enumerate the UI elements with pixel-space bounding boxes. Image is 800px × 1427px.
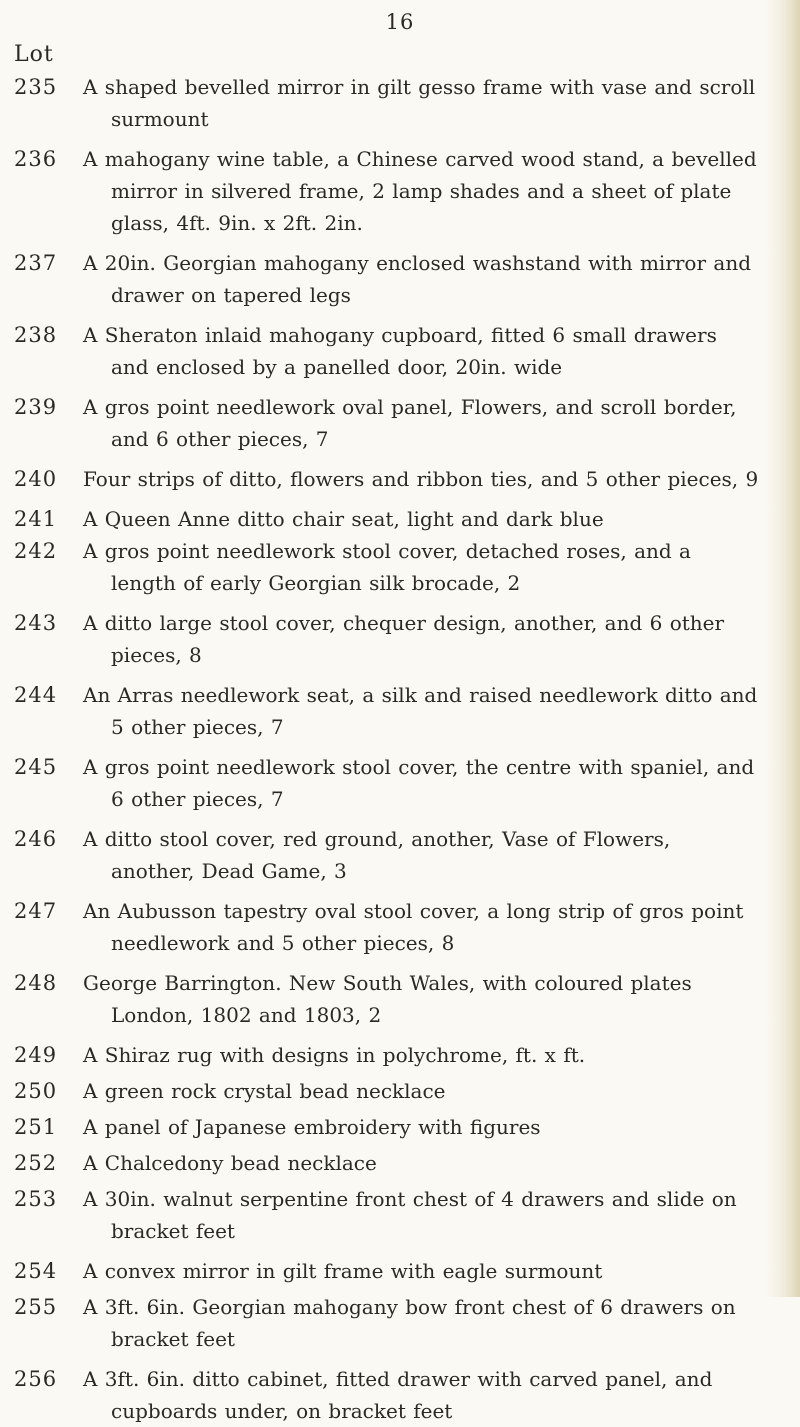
lot-description: A 20in. Georgian mahogany enclosed washstand with mirror and drawer on tapered legs [83,251,751,307]
lot-description: A 3ft. 6in. Georgian mahogany bow front chest of 6 drawers on bracket feet [83,1295,736,1351]
lot-description: A gros point needlework stool cover, detached roses, and a length of early Georgian silk brocade, 2 [83,539,691,595]
lot-column-header: Lot [14,42,54,67]
lot-entry [14,1039,759,1071]
lot-description: A mahogany wine table, a Chinese carved wood stand, a bevelled mirror in silvered frame, 2 lamp shades and a sheet of plate glass, 4ft. 9in. x 2ft. 2in. [83,147,757,235]
lot-description: A shaped bevelled mirror in gilt gesso frame with vase and scroll surmount [83,75,756,131]
lot-entry [14,607,759,671]
page-number: 16 [385,10,415,34]
lot-entry [14,1363,759,1427]
lot-description: A Shiraz rug with designs in polychrome, ft. x ft. [83,1043,586,1067]
lot-description: A 30in. walnut serpentine front chest of 4 drawers and slide on bracket feet [83,1187,737,1243]
lot-description: A panel of Japanese embroidery with figures [83,1115,541,1139]
lot-description: A gros point needlework stool cover, the centre with spaniel, and 6 other pieces, 7 [83,755,755,811]
lot-description: A green rock crystal bead necklace [83,1079,446,1103]
lot-number: 246 [14,827,58,851]
lot-number: 237 [14,251,58,275]
lot-entry [14,1075,759,1107]
lot-description: A ditto large stool cover, chequer design, another, and 6 other pieces, 8 [83,611,725,667]
lot-entry [14,247,759,311]
lot-number: 253 [14,1187,58,1211]
lot-entry [14,1111,759,1143]
lot-description: A ditto stool cover, red ground, another, Vase of Flowers, another, Dead Game, 3 [83,827,671,883]
lot-number: 241 [14,507,58,531]
lot-number: 254 [14,1259,58,1283]
lot-number: 247 [14,899,58,923]
lot-entry [14,319,759,383]
lot-entry [14,823,759,887]
lot-list [14,71,759,1427]
lot-number: 244 [14,683,58,707]
lot-number: 249 [14,1043,58,1067]
lot-description: A Chalcedony bead necklace [83,1151,377,1175]
lot-number: 238 [14,323,58,347]
lot-number: 243 [14,611,58,635]
lot-entry [14,1291,759,1355]
lot-description: George Barrington. New South Wales, with coloured plates London, 1802 and 1803, 2 [83,971,692,1027]
lot-entry [14,463,759,495]
lot-entry [14,1183,759,1247]
lot-number: 245 [14,755,58,779]
lot-entry [14,967,759,1031]
lot-entry [14,1147,759,1179]
lot-number: 255 [14,1295,58,1319]
lot-entry [14,1255,759,1287]
lot-entry [14,143,759,239]
lot-number: 242 [14,539,58,563]
lot-description: A Sheraton inlaid mahogany cupboard, fitted 6 small drawers and enclosed by a panelled door, 20in. wide [83,323,717,379]
lot-description: A gros point needlework oval panel, Flowers, and scroll border, and 6 other pieces, 7 [83,395,737,451]
lot-number: 235 [14,75,58,99]
lot-number: 240 [14,467,58,491]
lot-description: A 3ft. 6in. ditto cabinet, fitted drawer with carved panel, and cupboards under, on bracket feet [83,1367,713,1423]
lot-entry [14,391,759,455]
lot-entry [14,503,759,535]
lot-description: Four strips of ditto, flowers and ribbon ties, and 5 other pieces, 9 [83,467,759,491]
lot-number: 250 [14,1079,58,1103]
lot-entry [14,895,759,959]
lot-entry [14,535,759,599]
lot-description: An Aubusson tapestry oval stool cover, a long strip of gros point needlework and 5 other pieces, 8 [83,899,744,955]
lot-number: 252 [14,1151,58,1175]
lot-number: 248 [14,971,58,995]
lot-entry [14,751,759,815]
lot-entry [14,679,759,743]
page-edge-shadow [766,0,800,1297]
lot-entry [14,71,759,135]
lot-number: 251 [14,1115,58,1139]
lot-description: An Arras needlework seat, a silk and raised needlework ditto and 5 other pieces, 7 [83,683,758,739]
lot-number: 236 [14,147,58,171]
lot-number: 256 [14,1367,58,1391]
lot-description: A Queen Anne ditto chair seat, light and dark blue [83,507,604,531]
lot-description: A convex mirror in gilt frame with eagle surmount [83,1259,603,1283]
lot-number: 239 [14,395,58,419]
